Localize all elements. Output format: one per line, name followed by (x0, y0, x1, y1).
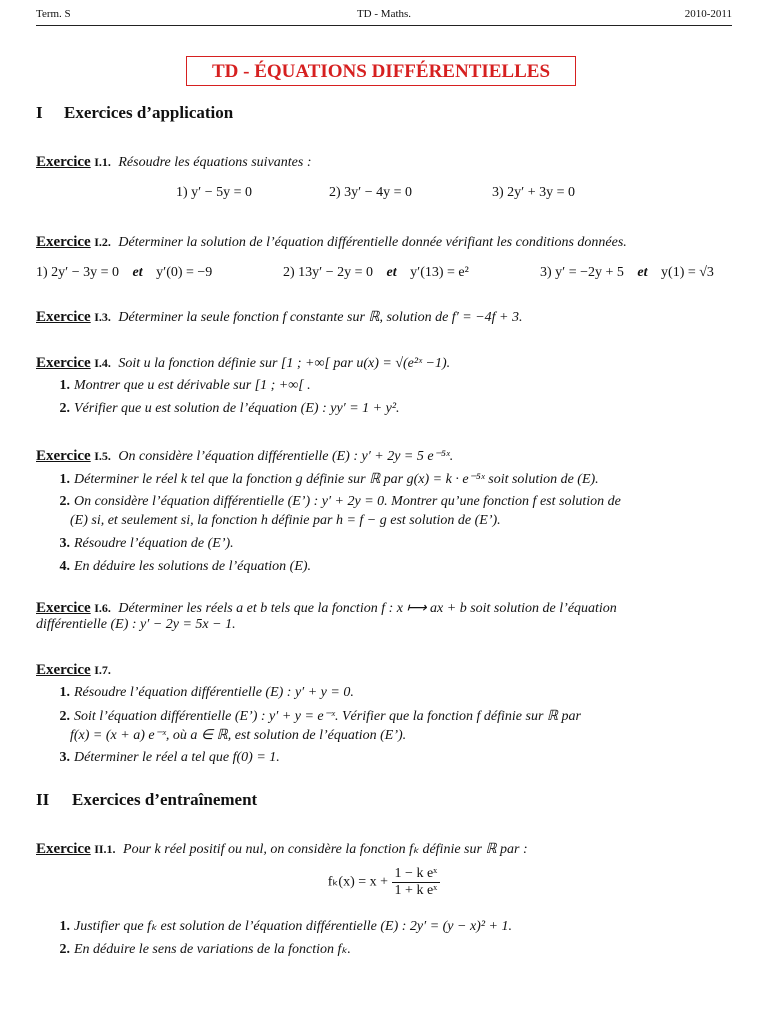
formula-fraction (392, 866, 441, 899)
equation-1: 1) y′ − 5y = 0 (176, 185, 253, 200)
exercise-I4-item-1 (36, 378, 732, 394)
exercise-label: Exercice (36, 154, 91, 170)
exercise-II1-formula (36, 866, 732, 899)
item-text: (E) si, et seulement si, la fonction h définie par h = f − g est solution de (E’). (70, 513, 501, 528)
item-1 (36, 265, 212, 281)
document-title: TD - ÉQUATIONS DIFFÉRENTIELLES (186, 56, 576, 86)
exercise-I7-item-3 (36, 750, 732, 766)
section-title: Exercices d’application (64, 103, 234, 122)
exercise-II1-item-2 (36, 941, 732, 958)
page-header (36, 8, 732, 26)
exercise-number: I.3. (94, 310, 111, 324)
item-text: Soit l’équation différentielle (E’) : y′ + y = e⁻ˣ. Vérifier que la fonction f définie sur ℝ par (74, 709, 581, 724)
exercise-I7-item-1 (36, 685, 732, 701)
item-equation: 2) 13y′ − 2y = 0 (283, 265, 374, 280)
exercise-I6-heading (36, 600, 732, 617)
equation-2: 2) 3y′ − 4y = 0 (329, 185, 413, 200)
section-number: II (36, 790, 50, 809)
item-condition: y(1) = √3 (661, 265, 714, 280)
exercise-I5-item-4 (36, 559, 732, 575)
section-number: I (36, 103, 43, 122)
exercise-I7-item-2 (36, 708, 732, 725)
exercise-I4-heading (36, 355, 732, 372)
item-3 (540, 265, 714, 281)
item-number: 2. (59, 494, 70, 509)
item-number: 3. (59, 536, 70, 551)
item-number: 2. (59, 942, 70, 957)
exercise-I3-heading (36, 309, 732, 326)
exercise-I7-item-2-continued (36, 727, 732, 744)
exercise-text: Soit u la fonction définie sur [1 ; +∞[ par u(x) = √(e²ˣ −1). (118, 356, 451, 371)
item-number: 3. (59, 750, 70, 765)
item-number: 1. (59, 685, 70, 700)
item-number: 4. (59, 559, 70, 574)
item-text: Résoudre l’équation de (E’). (74, 536, 234, 551)
item-text: Déterminer le réel a tel que f(0) = 1. (74, 750, 280, 765)
exercise-label: Exercice (36, 841, 91, 857)
item-text: En déduire le sens de variations de la fonction fₖ. (74, 942, 351, 957)
exercise-label: Exercice (36, 662, 91, 678)
header-center: TD - Maths. (356, 8, 412, 20)
exercise-I5-item-2 (36, 494, 732, 510)
exercise-number: I.2. (94, 235, 111, 249)
item-text: Justifier que fₖ est solution de l’équation différentielle (E) : 2y′ = (y − x)² + 1. (74, 919, 512, 934)
exercise-I2-heading (36, 234, 732, 251)
exercise-label: Exercice (36, 309, 91, 325)
exercise-II1-heading (36, 841, 732, 858)
exercise-number: I.7. (94, 663, 111, 677)
exercise-number: I.6. (94, 601, 111, 615)
exercise-I5-item-3 (36, 536, 732, 552)
exercise-label: Exercice (36, 448, 91, 464)
exercise-number: I.5. (94, 449, 111, 463)
item-text: Vérifier que u est solution de l’équation (E) : yy′ = 1 + y². (74, 401, 400, 416)
item-2 (283, 265, 469, 281)
exercise-I5-item-1 (36, 471, 732, 488)
equation-3: 3) 2y′ + 3y = 0 (492, 185, 576, 200)
item-text: Déterminer le réel k tel que la fonction g définie sur ℝ par g(x) = k · e⁻⁵ˣ soit solution de (E). (74, 472, 599, 487)
item-number: 2. (59, 709, 70, 724)
exercise-I7-heading (36, 662, 732, 679)
exercise-number: I.1. (94, 155, 111, 169)
exercise-I5-item-2-continued (36, 513, 732, 529)
item-text: On considère l’équation différentielle (E’) : y′ + 2y = 0. Montrer qu’une fonction f est solution de (74, 494, 621, 509)
exercise-text: Déterminer la solution de l’équation différentielle donnée vérifiant les conditions données. (118, 235, 627, 250)
item-and: et (132, 265, 143, 280)
item-number: 1. (59, 472, 70, 487)
exercise-number: II.1. (94, 842, 116, 856)
header-right: 2010-2011 (684, 8, 732, 20)
item-and: et (637, 265, 648, 280)
item-number: 1. (59, 378, 70, 393)
item-text: Montrer que u est dérivable sur [1 ; +∞[ . (74, 378, 311, 393)
item-condition: y′(0) = −9 (156, 265, 213, 280)
section-1-heading (36, 103, 233, 123)
header-left: Term. S (36, 8, 71, 20)
exercise-label: Exercice (36, 355, 91, 371)
exercise-number: I.4. (94, 356, 111, 370)
section-title: Exercices d’entraînement (72, 790, 258, 809)
item-number: 2. (59, 401, 70, 416)
item-equation: 1) 2y′ − 3y = 0 (36, 265, 120, 280)
exercise-text: Résoudre les équations suivantes : (118, 155, 312, 170)
exercise-text: Déterminer les réels a et b tels que la fonction f : x ⟼ ax + b soit solution de l’équation (118, 601, 617, 616)
formula-left: fₖ(x) = x + (327, 874, 389, 890)
item-equation: 3) y′ = −2y + 5 (540, 265, 624, 280)
exercise-label: Exercice (36, 234, 91, 250)
exercise-text: Déterminer la seule fonction f constante sur ℝ, solution de f′ = −4f + 3. (118, 310, 523, 325)
fraction-denominator: 1 + k eˣ (394, 883, 438, 898)
item-condition: y′(13) = e² (410, 265, 469, 280)
fraction-numerator: 1 − k eˣ (392, 866, 441, 883)
exercise-text: différentielle (E) : y′ − 2y = 5x − 1. (36, 617, 236, 632)
exercise-I1-heading (36, 154, 732, 171)
exercise-text: Pour k réel positif ou nul, on considère la fonction fₖ définie sur ℝ par : (123, 842, 528, 857)
exercise-I5-heading (36, 448, 732, 465)
item-text: En déduire les solutions de l’équation (E). (74, 559, 312, 574)
item-and: et (386, 265, 397, 280)
exercise-I6-continued (36, 617, 732, 633)
item-number: 1. (59, 919, 70, 934)
item-text: f(x) = (x + a) e⁻ˣ, où a ∈ ℝ, est solution de l’équation (E’). (70, 728, 407, 743)
section-2-heading (36, 790, 257, 810)
exercise-I4-item-2 (36, 401, 732, 417)
exercise-label: Exercice (36, 600, 91, 616)
exercise-II1-item-1 (36, 918, 732, 935)
exercise-text: On considère l’équation différentielle (E) : y′ + 2y = 5 e⁻⁵ˣ. (118, 449, 454, 464)
item-text: Résoudre l’équation différentielle (E) : y′ + y = 0. (74, 685, 354, 700)
